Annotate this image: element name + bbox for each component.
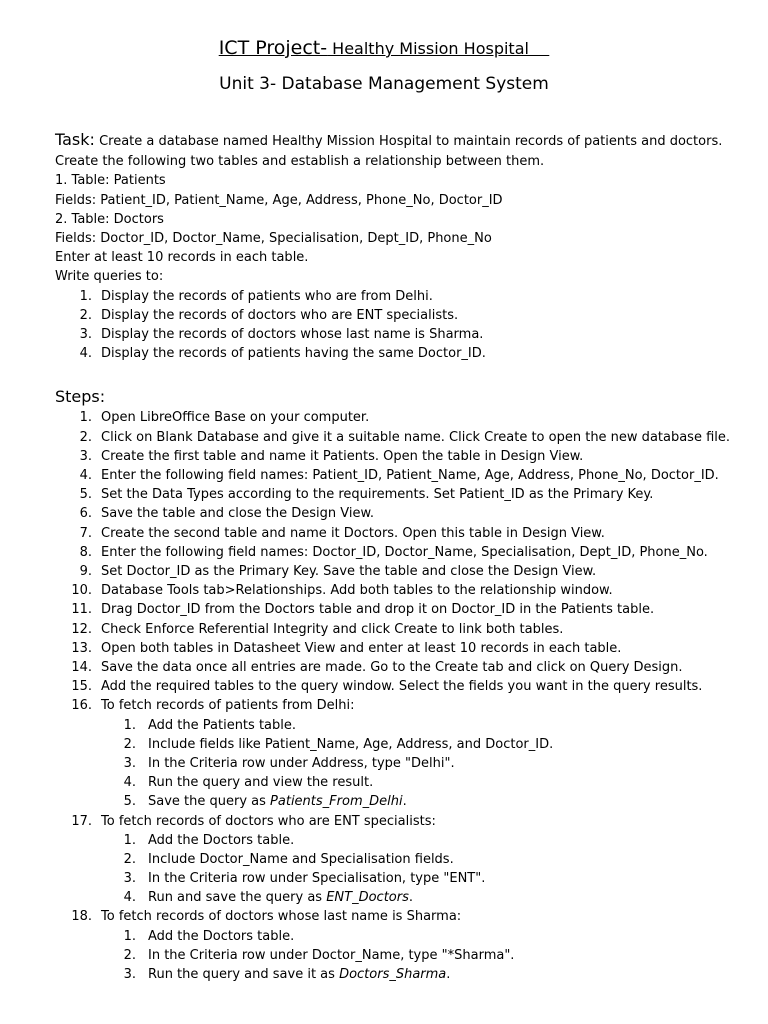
substep-item: 5. Save the query as Patients_From_Delhi.: [123, 794, 407, 809]
step-item: 9. Set Doctor_ID as the Primary Key. Save the table and close the Design View.: [79, 564, 597, 579]
step-item: 13. Open both tables in Datasheet View and enter at least 10 records in each table.: [71, 641, 622, 656]
task-first-line: [55, 130, 722, 151]
query-item: 4. Display the records of patients having the same Doctor_ID.: [79, 346, 486, 361]
task-line: Enter at least 10 records in each table.: [55, 250, 309, 265]
task-line: Fields: Doctor_ID, Doctor_Name, Specialisation, Dept_ID, Phone_No: [55, 231, 492, 246]
substep-item: 2. Include fields like Patient_Name, Age, Address, and Doctor_ID.: [123, 737, 554, 752]
substep-item: 4. Run and save the query as ENT_Doctors.: [123, 890, 414, 905]
document-subtitle: Unit 3- Database Management System: [219, 74, 549, 94]
substep-item: 1. Add the Patients table.: [123, 718, 296, 733]
substep-item: 3. Run the query and save it as Doctors_Sharma.: [123, 967, 451, 982]
step-item: 4. Enter the following field names: Patient_ID, Patient_Name, Age, Address, Phone_No, Doctor_ID.: [79, 468, 719, 483]
step-item: 18. To fetch records of doctors whose last name is Sharma:: [71, 909, 462, 924]
document-title: [0, 36, 768, 61]
task-line: 1. Table: Patients: [55, 173, 166, 188]
substep-item: 3. In the Criteria row under Specialisation, type "ENT".: [123, 871, 486, 886]
step-item: 7. Create the second table and name it Doctors. Open this table in Design View.: [79, 526, 605, 541]
step-item: 8. Enter the following field names: Doctor_ID, Doctor_Name, Specialisation, Dept_ID, Phone_No.: [79, 545, 708, 560]
step-item: 17. To fetch records of doctors who are ENT specialists:: [71, 814, 436, 829]
step-item: 12. Check Enforce Referential Integrity and click Create to link both tables.: [71, 622, 564, 637]
query-item: 2. Display the records of doctors who are ENT specialists.: [79, 308, 459, 323]
step-item: 6. Save the table and close the Design View.: [79, 506, 375, 521]
step-item: 11. Drag Doctor_ID from the Doctors table and drop it on Doctor_ID in the Patients table.: [71, 602, 655, 617]
substep-item: 3. In the Criteria row under Address, type "Delhi".: [123, 756, 455, 771]
task-first-text: Create a database named Healthy Mission Hospital to maintain records of patients and doctors.: [99, 134, 723, 149]
task-line: 2. Table: Doctors: [55, 212, 164, 227]
step-item: 14. Save the data once all entries are made. Go to the Create tab and click on Query Design.: [71, 660, 683, 675]
task-line: Create the following two tables and establish a relationship between them.: [55, 154, 545, 169]
substep-item: 1. Add the Doctors table.: [123, 929, 295, 944]
step-item: 1. Open LibreOffice Base on your computer.: [79, 410, 370, 425]
task-label: Task:: [55, 130, 95, 149]
title-sub: Healthy Mission Hospital: [327, 39, 550, 58]
step-item: 3. Create the first table and name it Patients. Open the table in Design View.: [79, 449, 584, 464]
query-item: 3. Display the records of doctors whose last name is Sharma.: [79, 327, 484, 342]
title-main: ICT Project-: [218, 37, 328, 59]
step-item: 5. Set the Data Types according to the requirements. Set Patient_ID as the Primary Key.: [79, 487, 654, 502]
query-item: 1. Display the records of patients who are from Delhi.: [79, 289, 433, 304]
step-item: 2. Click on Blank Database and give it a suitable name. Click Create to open the new database file.: [79, 430, 731, 445]
substep-item: 4. Run the query and view the result.: [123, 775, 374, 790]
step-item: 15. Add the required tables to the query window. Select the fields you want in the query results.: [71, 679, 703, 694]
steps-heading: Steps:: [55, 387, 106, 406]
substep-item: 2. In the Criteria row under Doctor_Name, type "*Sharma".: [123, 948, 515, 963]
substep-item: 2. Include Doctor_Name and Specialisation fields.: [123, 852, 454, 867]
step-item: 10. Database Tools tab>Relationships. Add both tables to the relationship window.: [71, 583, 613, 598]
substep-item: 1. Add the Doctors table.: [123, 833, 295, 848]
step-item: 16. To fetch records of patients from Delhi:: [71, 698, 355, 713]
task-line: Fields: Patient_ID, Patient_Name, Age, Address, Phone_No, Doctor_ID: [55, 193, 503, 208]
task-line: Write queries to:: [55, 269, 164, 284]
